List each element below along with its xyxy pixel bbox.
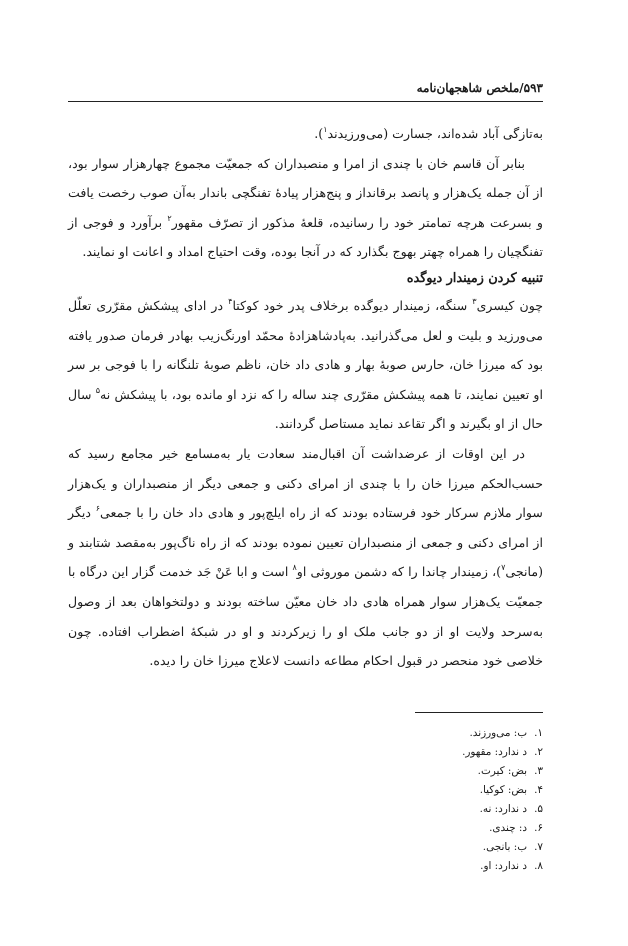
paragraph-2-text-a: بنابر آن قاسم خان با چندی از امرا و منصبداران که جمعیّت مجموع چهارهزار سوار بود، از آن جمله یک‌هزار و پانصد برقانداز و پنج‌هزار پیادهٔ تفنگچی باندار به‌آن صوب رخصت یافت و بسرعت هرچه تمامتر خود را رسانیده، قلعهٔ مذکور از تصرّف مقهور [68, 155, 543, 230]
paragraph-3-part-1: چون کیسری [476, 297, 543, 313]
paragraph-4 [68, 439, 543, 676]
paragraph-1-tail: ). [314, 126, 324, 141]
paragraph-1 [68, 119, 543, 149]
footnote-text: بض: کیرت. [477, 765, 527, 777]
footnote-number: ۵. [534, 803, 543, 815]
footnote-ref-6[interactable]: ۶ [95, 504, 101, 514]
footnote-item [343, 762, 543, 781]
footnote-item [343, 724, 543, 743]
footnote-ref-5[interactable]: ۵ [95, 385, 101, 395]
footnote-item [343, 819, 543, 838]
footnote-ref-7[interactable]: ۷ [501, 563, 506, 573]
footnote-text: د: چندی. [489, 822, 527, 834]
footnote-number: ۶. [534, 822, 543, 834]
footnote-number: ۳. [534, 765, 543, 777]
body-text [68, 119, 543, 676]
footnote-number: ۱. [534, 727, 543, 739]
paragraph-4-part-2: دیگر از امرای دکنی و جمعی از منصبداران تعیین نموده بودند که از راه ناگ‌پور به‌مقصد شتابند و (مانجی [68, 505, 543, 580]
header-rule [68, 101, 543, 102]
paragraph-3-part-3: در ادای پیشکش مقرّری تعلّل می‌ورزید و بلیت و لعل می‌گذرانید. به‌پادشاهزادهٔ محمّد اورنگ‌زیب بهادر فرمان صدور یافته بود که میرزا خان، حارس صوبهٔ بهار و هادی داد خان، ناظم صوبهٔ تلنگانه را با فوجی بر سر او تعیین نمایند، تا همه پیشکش مقرّری چند ساله را که نزد او مانده بود، با پیشکش نه [68, 297, 543, 402]
paragraph-3-part-2: سنگه، زمیندار دیوگده برخلاف پدر خود کوکتا [232, 297, 473, 313]
paragraph-3-part-4: سال حال از او بگیرند و اگر تقاعد نماید مستاصل گردانند. [68, 386, 543, 432]
footnote-ref-8[interactable]: ۸ [292, 563, 297, 573]
footnotes-list [343, 724, 543, 876]
paragraph-4-part-3: )، زمیندار چاندا را که دشمن موروثی او [296, 564, 502, 580]
footnote-rule [415, 712, 543, 713]
footnote-ref-4[interactable]: ۴ [228, 296, 233, 306]
footnote-item [343, 838, 543, 857]
footnote-item [343, 781, 543, 800]
footnote-text: ب: می‌ورزند. [469, 727, 527, 739]
footnote-text: د ندارد: مقهور. [462, 746, 527, 758]
section-heading: تنبیه کردن زمیندار دیوگده [406, 270, 543, 286]
footnote-item [343, 800, 543, 819]
paragraph-1-text: به‌تازگی آباد شده‌اند، جسارت (می‌ورزیدند [327, 126, 543, 141]
footnote-number: ۲. [534, 746, 543, 758]
paragraph-2 [68, 149, 543, 267]
paragraph-4-part-4: است و ابا عَنْ جَد خدمت گزار این درگاه با جمعیّت یک‌هزار سوار همراه هادی داد خان معیّن ساخته بودند و دولتخواهان بعد از وصول به‌سرحد ولایت او از دو جانب ملک او را زیرکردند و او در شبکهٔ اضطراب افتاده. چون خلاصی خود منحصر در قبول احکام مطاعه دانست لاعلاج میرزا خان را دیده. [68, 564, 543, 669]
footnote-ref-2[interactable]: ۲ [167, 213, 172, 223]
footnote-text: د ندارد: او. [480, 860, 527, 872]
footnote-item [343, 857, 543, 876]
footnote-number: ۷. [534, 841, 543, 853]
footnote-ref-1[interactable]: ۱ [323, 125, 328, 134]
paragraph-3 [68, 291, 543, 439]
paragraph-4-part-1: در این اوقات از عرضداشت آن اقبال‌مند سعادت یار به‌مسامع خیر مجامع رسید که حسب‌الحکم میرزا خان را با چندی از امرای دکنی و جمعی دیگر از منصبداران و یک‌هزار سوار ملازم سرکار خود فرستاده بودند که از راه ایلچ‌پور و هادی داد خان را با جمعی [68, 445, 543, 521]
footnote-number: ۸. [534, 860, 543, 872]
footnote-text: ب: بانجی. [482, 841, 527, 853]
paragraph-2-text-b: برآورد و فوجی از تفنگچیان را همراه چهتر بهوج بگذارد که در آنجا بوده، وقت احتیاج امداد و اعانت او نمایند. [68, 214, 543, 260]
running-head: ۵۹۳/ملخص شاهجهان‌نامه [416, 81, 543, 95]
footnote-ref-3[interactable]: ۳ [472, 296, 477, 306]
footnote-item [343, 743, 543, 762]
footnote-number: ۴. [534, 784, 543, 796]
footnote-text: بض: کوکیا. [479, 784, 527, 796]
footnote-text: د ندارد: نه. [479, 803, 527, 815]
